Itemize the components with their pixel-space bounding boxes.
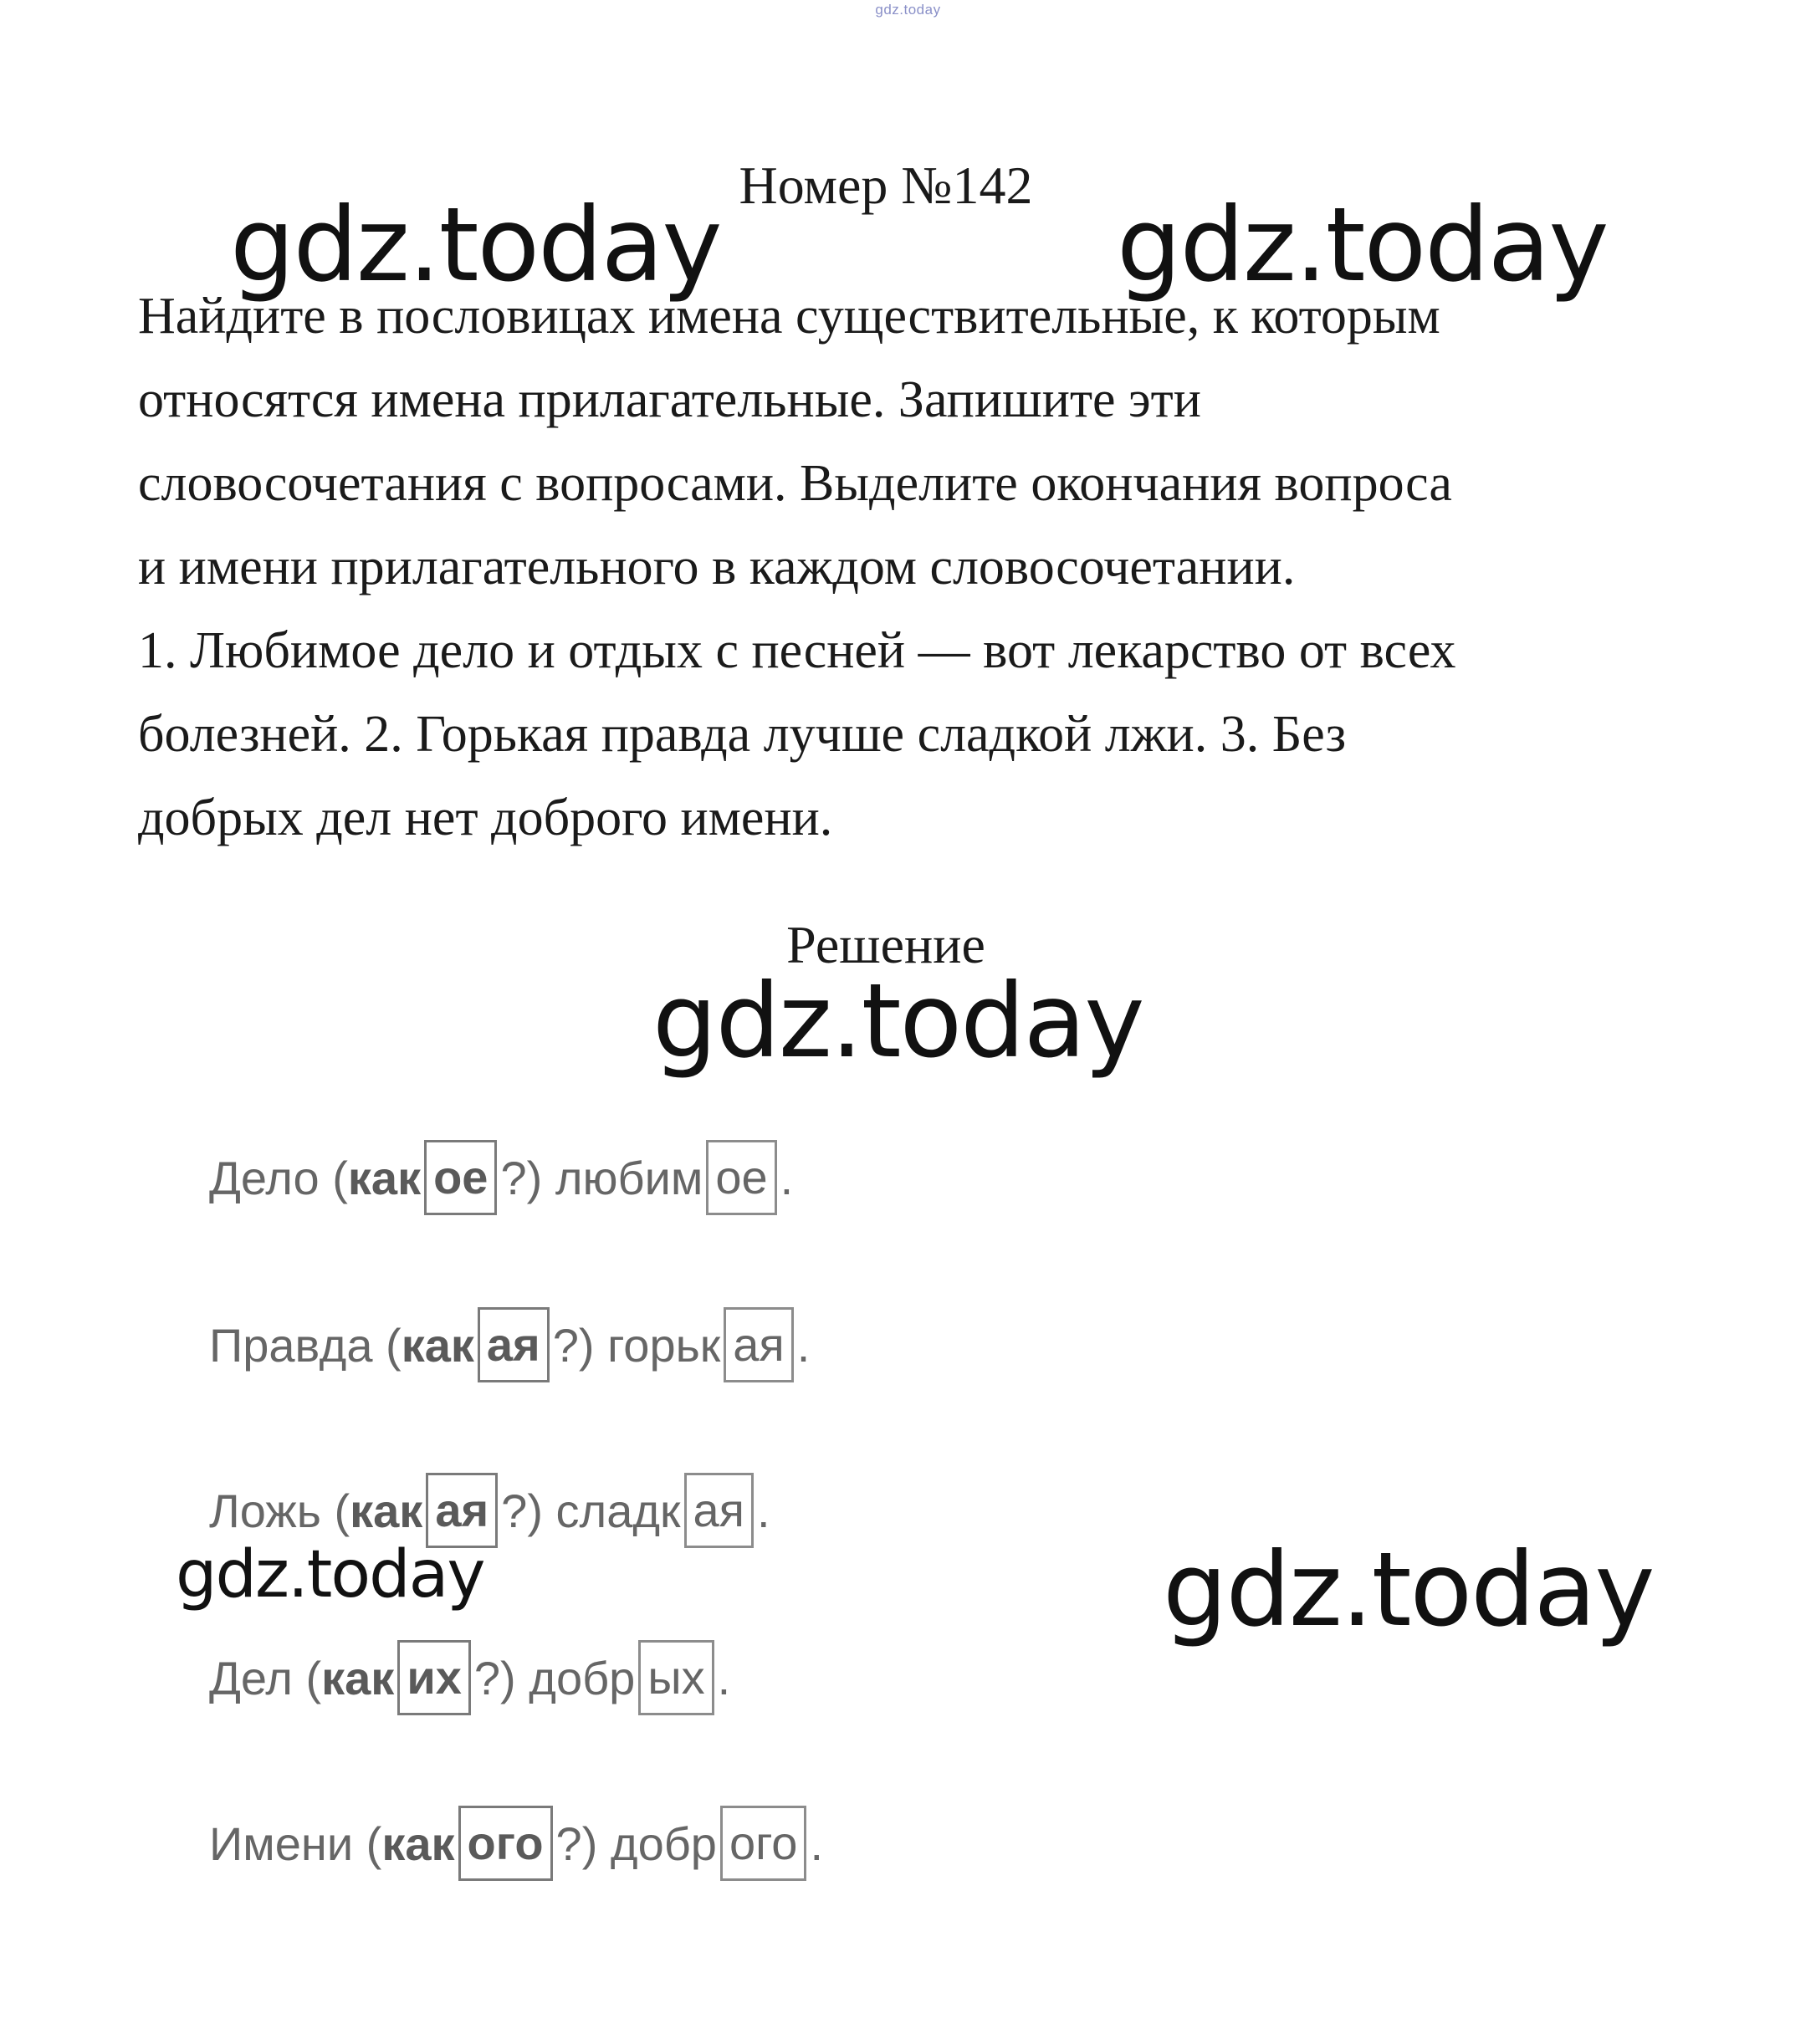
question-ending-box: ое — [424, 1140, 497, 1215]
question-stem: как — [401, 1318, 474, 1372]
task-line: относятся имена прилагательные. Запишите эти — [138, 371, 1201, 428]
question-ending-box: ого — [458, 1806, 553, 1881]
watermark: gdz.today — [1117, 186, 1608, 304]
adjective-ending-box: ая — [684, 1473, 754, 1548]
adjective-ending-box: ая — [724, 1307, 793, 1382]
question-ending-box: ая — [426, 1473, 498, 1548]
solution-heading: Решение — [786, 915, 985, 974]
paren-close: ) — [526, 1151, 543, 1204]
task-line: словосочетания с вопросами. Выделите окончания вопроса — [138, 455, 1452, 512]
watermark: gdz.today — [652, 962, 1143, 1081]
paren-open: ( — [305, 1651, 322, 1704]
question-stem: как — [347, 1151, 422, 1204]
paren-open: ( — [332, 1151, 348, 1204]
paren-open: ( — [334, 1484, 350, 1537]
question-stem: как — [350, 1484, 423, 1537]
adjective-stem: сладк — [555, 1484, 681, 1537]
question-mark: ? — [500, 1151, 527, 1204]
question-mark: ? — [552, 1318, 579, 1372]
paren-close: ) — [527, 1484, 543, 1537]
question-mark: ? — [473, 1651, 501, 1704]
watermark: gdz.today — [1163, 1530, 1654, 1649]
task-text — [138, 274, 1644, 860]
adjective-ending-box: ых — [638, 1640, 714, 1715]
page-title: Номер №142 — [739, 156, 1033, 215]
task-line: Найдите в пословицах имена существительные, к которым — [138, 288, 1440, 345]
question-ending-box: ая — [478, 1307, 550, 1382]
paren-open: ( — [366, 1817, 382, 1870]
answer-row — [209, 1305, 810, 1385]
task-line: болезней. 2. Горькая правда лучше сладкой лжи. 3. Без — [138, 706, 1347, 763]
noun: Дел — [209, 1651, 293, 1704]
period: . — [780, 1151, 794, 1204]
adjective-ending-box: ого — [720, 1806, 806, 1881]
adjective-stem: любим — [555, 1151, 703, 1204]
question-ending-box: их — [397, 1640, 471, 1715]
paren-close: ) — [581, 1817, 598, 1870]
question-mark: ? — [501, 1484, 528, 1537]
task-line: добрых дел нет доброго имени. — [138, 789, 833, 846]
adjective-stem: добр — [529, 1651, 636, 1704]
noun: Ложь — [209, 1484, 321, 1537]
adjective-ending-box: ое — [706, 1140, 776, 1215]
noun: Дело — [209, 1151, 320, 1204]
task-line: и имени прилагательного в каждом словосочетании. — [138, 539, 1296, 595]
paren-close: ) — [500, 1651, 516, 1704]
answer-row — [209, 1137, 793, 1218]
period: . — [796, 1318, 811, 1372]
watermark: gdz.today — [230, 186, 721, 304]
answer-row — [209, 1803, 823, 1883]
answer-row — [209, 1638, 730, 1718]
answer-row — [209, 1470, 770, 1551]
period: . — [810, 1817, 823, 1870]
question-stem: как — [381, 1817, 455, 1870]
question-mark: ? — [555, 1817, 582, 1870]
period: . — [717, 1651, 731, 1704]
noun: Имени — [209, 1817, 354, 1870]
watermark: gdz.today — [176, 1537, 484, 1612]
task-line: 1. Любимое дело и отдых с песней — вот лекарство от всех — [138, 622, 1456, 679]
noun: Правда — [209, 1318, 373, 1372]
adjective-stem: горьк — [607, 1318, 721, 1372]
adjective-stem: добр — [610, 1817, 717, 1870]
period: . — [757, 1484, 770, 1537]
paren-open: ( — [386, 1318, 402, 1372]
question-stem: как — [321, 1651, 395, 1704]
paren-close: ) — [578, 1318, 595, 1372]
site-mark: gdz.today — [875, 2, 941, 18]
